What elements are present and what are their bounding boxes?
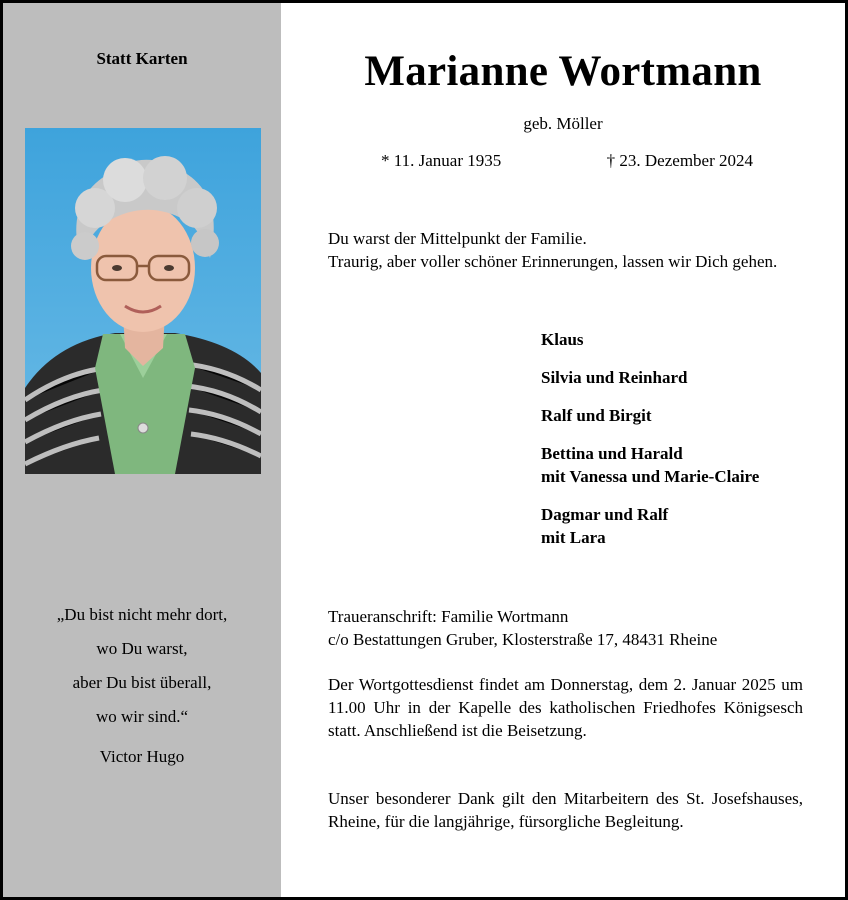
thanks-notice [328,787,803,833]
mourner-entry [541,503,841,549]
quote-author: Victor Hugo [99,747,185,766]
birth-date: * 11. Januar 1935 [381,151,502,170]
mourner-entry [541,366,841,389]
mourner-entry [541,328,841,351]
birth-name: geb. Möller [523,114,603,133]
service-notice [328,673,803,742]
service-text: Der Wortgottesdienst findet am Donnerstag, dem 2. Januar 2025 um 11.00 Uhr in der Kapelle des katholischen Friedhofes Königsesch statt. Anschließend ist die Beisetzung. [328,675,803,740]
mourner-entry [541,442,841,488]
mourner-entry [541,404,841,427]
thanks-text: Unser besonderer Dank gilt den Mitarbeitern des St. Josefshauses, Rheine, für die langjährige, fürsorgliche Begleitung. [328,789,803,831]
quote-line: „Du bist nicht mehr dort, [56,605,228,624]
life-dates [381,151,753,171]
mourners-list [541,328,841,564]
intro-line: Traurig, aber voller schöner Erinnerungen, lassen wir Dich gehen. [328,252,778,271]
address-line: c/o Bestattungen Gruber, Klosterstraße 17, 48431 Rheine [328,630,718,649]
quote-line: wo wir sind.“ [95,707,189,726]
mourning-address [328,605,803,651]
mourner-name: Silvia und Reinhard [541,368,688,387]
deceased-name: Marianne Wortmann [364,48,762,95]
quote-block [3,598,281,734]
mourner-name: Ralf und Birgit [541,406,652,425]
statt-karten-label: Statt Karten [96,49,188,68]
quote-line: aber Du bist überall, [72,673,212,692]
mourner-extra: mit Vanessa und Marie-Claire [541,467,760,486]
sidebar-panel [3,3,281,897]
death-date: † 23. Dezember 2024 [606,151,753,170]
portrait-photo [25,128,261,474]
intro-text [328,227,803,273]
mourner-name: Dagmar und Ralf [541,505,669,524]
intro-line: Du warst der Mittelpunkt der Familie. [328,229,587,248]
quote-line: wo Du warst, [96,639,188,658]
mourner-extra: mit Lara [541,528,606,547]
address-line: Traueranschrift: Familie Wortmann [328,607,569,626]
mourner-name: Bettina und Harald [541,444,683,463]
mourner-name: Klaus [541,330,584,349]
